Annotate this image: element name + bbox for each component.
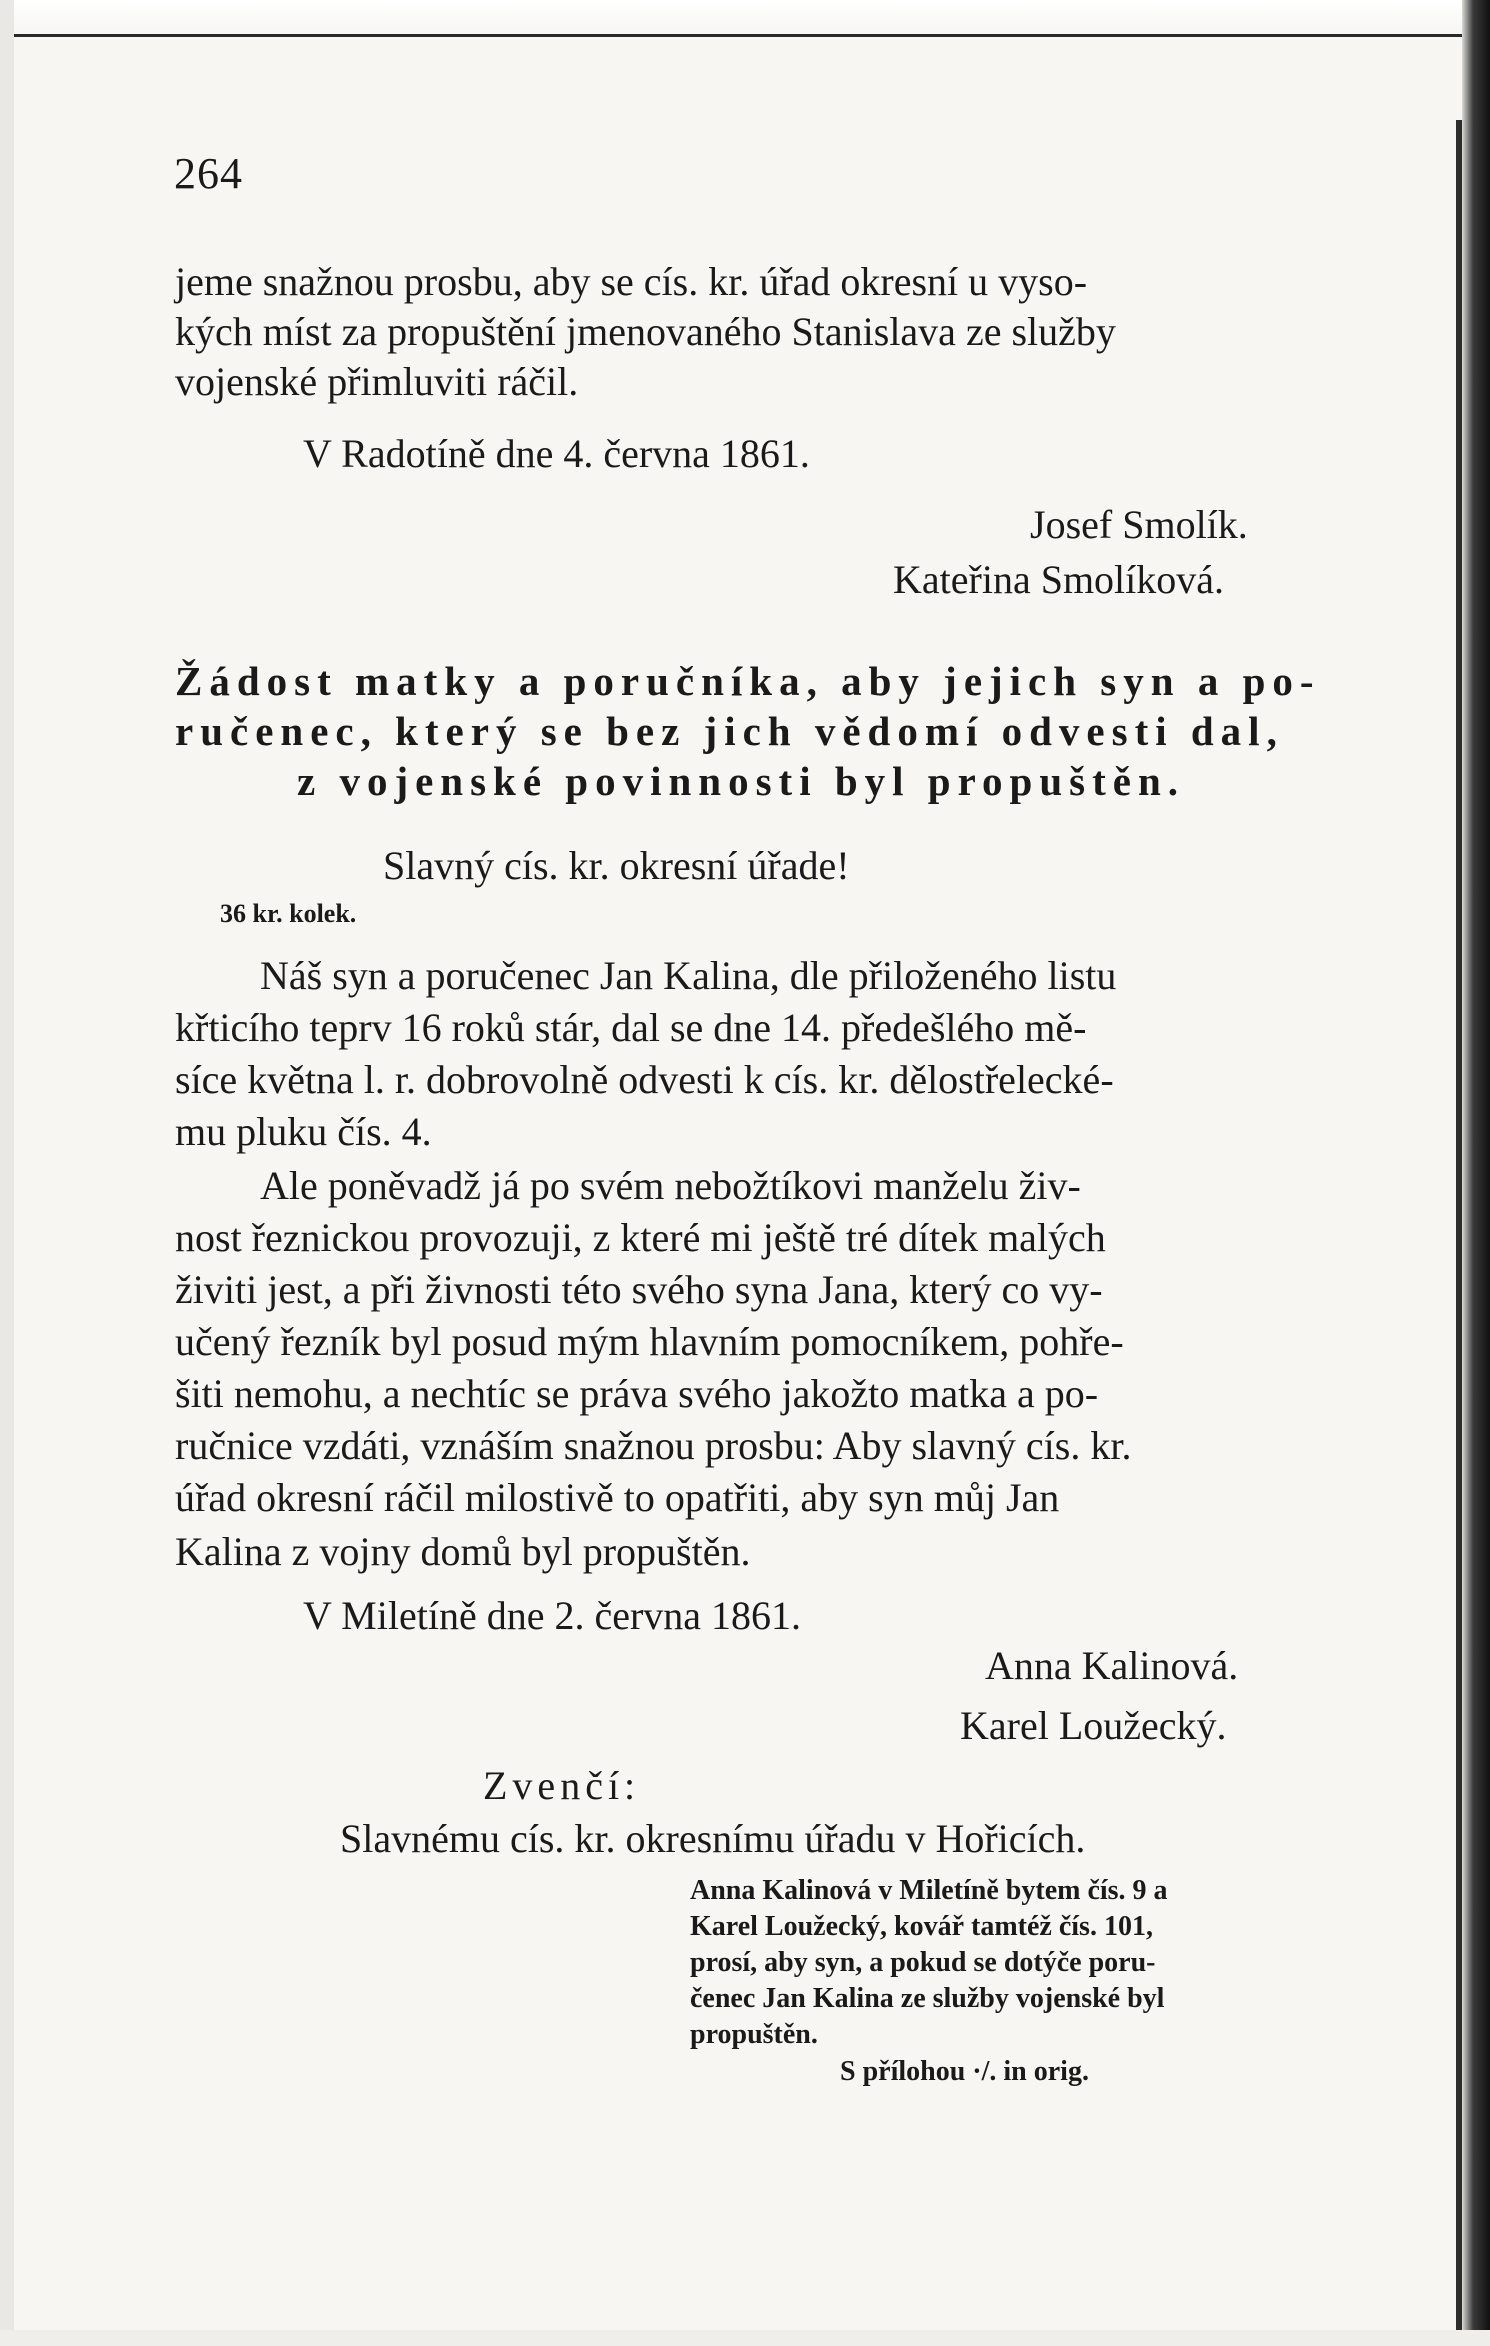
- docket-note-line: propuštěn.: [690, 2019, 818, 2050]
- text-line: úřad okresní ráčil milostivě to opatřiti, aby syn můj Jan: [175, 1475, 1060, 1520]
- text-line: mu pluku čís. 4.: [175, 1109, 432, 1154]
- date-line: V Radotíně dne 4. června 1861.: [303, 431, 810, 476]
- heading-line: ručenec, který se bez jich vědomí odvesti dal,: [175, 708, 1284, 754]
- docket-note-line: čenec Jan Kalina ze služby vojenské byl: [690, 1983, 1165, 2014]
- address-line: Slavnému cís. kr. okresnímu úřadu v Hořicích.: [340, 1816, 1086, 1861]
- text-line: jeme snažnou prosbu, aby se cís. kr. úřad okresní u vyso-: [175, 259, 1088, 304]
- docket-note-line: Karel Loužecký, kovář tamtéž čís. 101,: [690, 1911, 1153, 1942]
- scan-border-right: [1462, 0, 1490, 2346]
- signature: Karel Loužecký.: [960, 1703, 1227, 1748]
- text-line: křticího teprv 16 roků stár, dal se dne 14. předešlého mě-: [175, 1005, 1087, 1050]
- text-line: Ale poněvadž já po svém nebožtíkovi manželu živ-: [260, 1163, 1081, 1208]
- scan-border-right-shadow: [1456, 120, 1462, 2346]
- signature: Josef Smolík.: [1030, 502, 1248, 547]
- scan-border-bottom: [0, 2330, 1490, 2346]
- date-line: V Miletíně dne 2. června 1861.: [303, 1593, 802, 1638]
- text-line: nost řeznickou provozuji, z které mi ještě tré dítek malých: [175, 1215, 1106, 1260]
- text-line: ručnice vzdáti, vznáším snažnou prosbu: Aby slavný cís. kr.: [175, 1423, 1132, 1468]
- text-line: Náš syn a poručenec Jan Kalina, dle přiloženého listu: [260, 953, 1117, 998]
- scan-border-top: [0, 0, 1490, 37]
- text-line: šiti nemohu, a nechtíc se práva svého jakožto matka a po-: [175, 1371, 1099, 1416]
- salutation: Slavný cís. kr. okresní úřade!: [383, 843, 850, 888]
- text-line: síce května l. r. dobrovolně odvesti k cís. kr. dělostřelecké-: [175, 1057, 1114, 1102]
- text-line: kých míst za propuštění jmenovaného Stanislava ze služby: [175, 309, 1116, 354]
- page-number: 264: [174, 149, 243, 198]
- heading-line: Žádost matky a poručníka, aby jejich syn a po-: [175, 658, 1321, 704]
- docket-note-line: Anna Kalinová v Miletíně bytem čís. 9 a: [690, 1875, 1168, 1906]
- text-line: vojenské přimluviti ráčil.: [175, 359, 579, 404]
- attachment-note: S přílohou ·/. in orig.: [840, 2056, 1089, 2087]
- text-line: živiti jest, a při živnosti této svého syna Jana, který co vy-: [175, 1267, 1103, 1312]
- signature: Kateřina Smolíková.: [893, 557, 1225, 602]
- heading-line: z vojenské povinnosti byl propuštěn.: [297, 758, 1186, 804]
- stamp-note: 36 kr. kolek.: [220, 899, 357, 928]
- scan-border-left: [0, 0, 14, 2346]
- docket-note-line: prosí, aby syn, a pokud se dotýče poru-: [690, 1947, 1156, 1978]
- text-line: Kalina z vojny domů byl propuštěn.: [175, 1529, 751, 1574]
- signature: Anna Kalinová.: [985, 1643, 1239, 1688]
- text-line: učený řezník byl posud mým hlavním pomocníkem, pohře-: [175, 1319, 1124, 1364]
- outside-label: Zvenčí:: [483, 1763, 641, 1808]
